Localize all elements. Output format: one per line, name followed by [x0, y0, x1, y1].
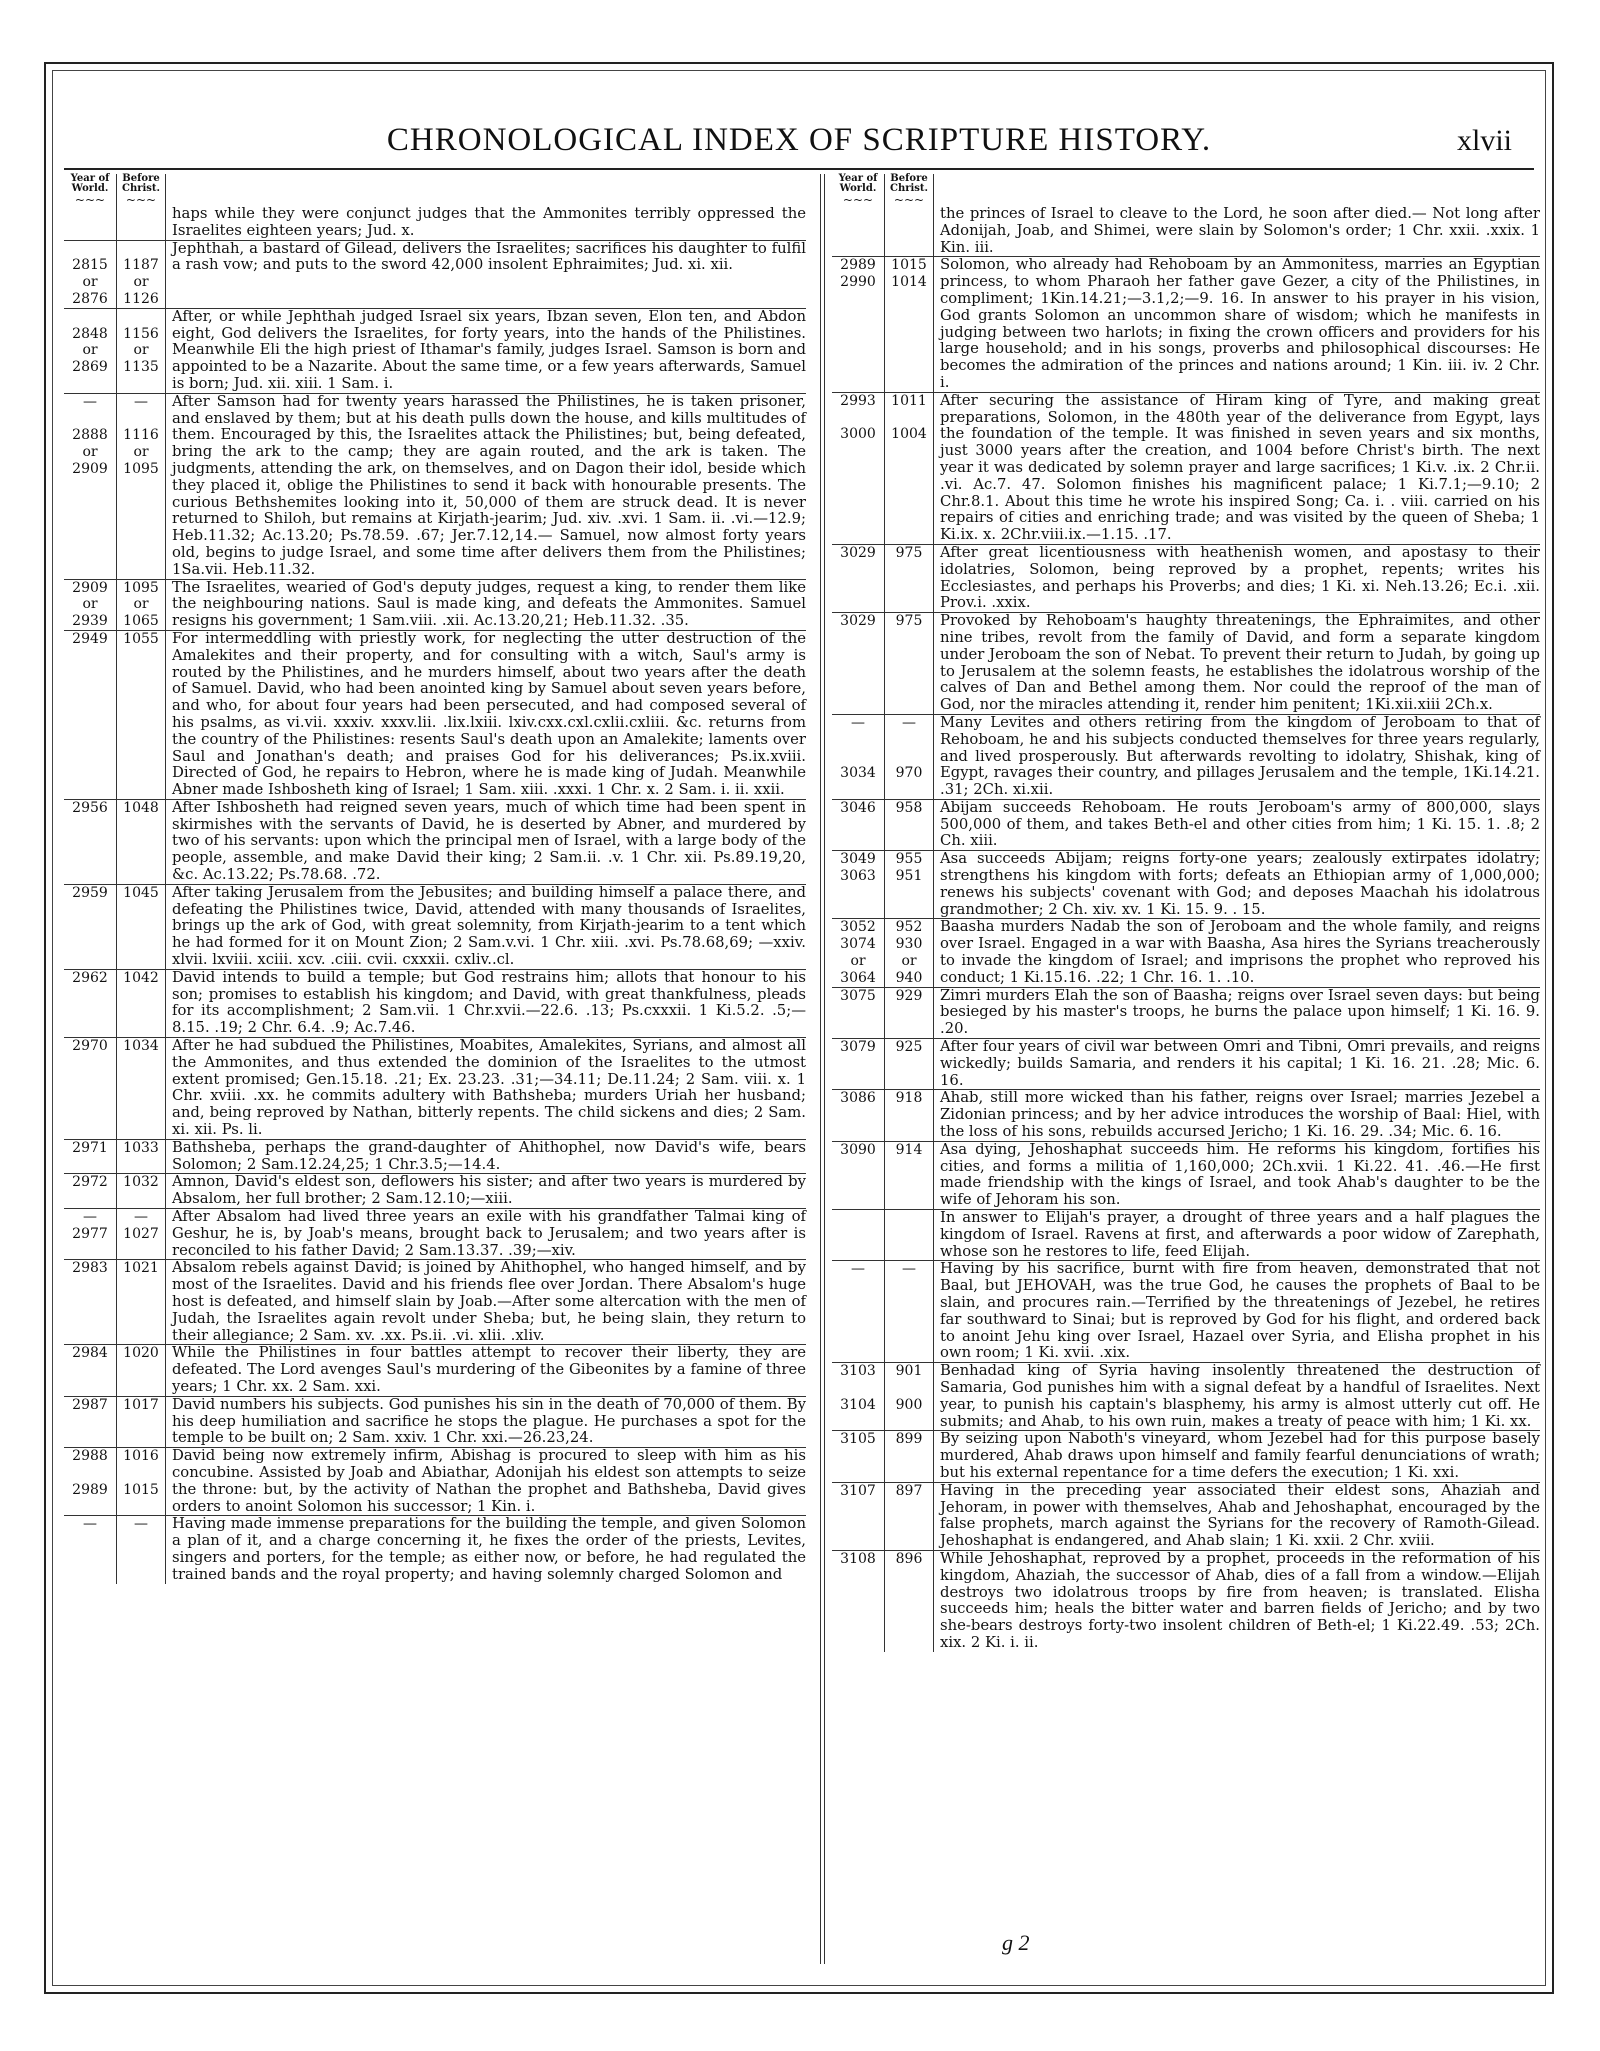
year-bc-value: 1095 [123, 460, 159, 477]
right-head-world: Year of World. ~~~ [832, 174, 885, 206]
year-before-christ [885, 206, 934, 257]
year-bc-value: 929 [895, 987, 923, 1004]
year-before-christ [885, 1482, 934, 1550]
year-world-value: — [851, 714, 865, 731]
right-head-christ: Before Christ. ~~~ [885, 174, 934, 206]
year-of-world [64, 579, 117, 630]
year-before-christ [117, 1516, 166, 1584]
year-of-world [832, 613, 885, 715]
entry-text: Abijam succeeds Rehoboam. He routs Jeroboam's army of 800,000, slays 500,000 of them, and takes Beth-el and other cities from him; 1 Ki. 15. 1. .8; 2 Ch. xiii. [934, 799, 1541, 850]
year-bc-value: 1015 [891, 257, 927, 274]
year-before-christ [117, 240, 166, 308]
year-of-world [64, 1260, 117, 1345]
year-world-value: 2989 [840, 257, 876, 274]
year-bc-value [885, 732, 933, 749]
entry-text: Asa dying, Jehoshaphat succeeds him. He reforms his kingdom, fortifies his cities, and forms a militia of 1,160,000; 2Ch.xvii. 1 Ki.22. 41. .46.—He first made friendship with the kings of Israel, and took Ahab's daughter to be the wife of Jehoram his son. [934, 1141, 1541, 1209]
year-bc-value: — [134, 1516, 148, 1533]
left-entry-row [64, 630, 806, 799]
left-entry-row [64, 1209, 806, 1260]
year-world-value: 3064 [840, 969, 876, 986]
year-world-value: 2909 [72, 579, 108, 596]
left-entry-row [64, 1038, 806, 1140]
year-bc-value [885, 1380, 933, 1397]
entry-text: After securing the assistance of Hiram king of Tyre, and making great preparations, Solomon, in the 480th year of the deliverance from Egypt, lays the foundation of the temple. It was finished in seven years and six months, just 3000 years after the creation, and 1004 before Christ's birth. The next year it was dedicated by solemn prayer and large sacrifices; 1 Ki.v. .ix. 2 Chr.ii. .vi. Ac.7. 47. Solomon finishes his magnificent palace; 1 Ki.7.1;—9.10; 2 Chr.8.1. About this time he wrote his inspired Song; Ca. i. . viii. carried on his repairs of cities and enriching trade; and was visited by the queen of Sheba; 1 Ki.ix. x. 2Chr.viii.ix.—1.15. .17. [934, 392, 1541, 544]
right-entry-row [832, 987, 1540, 1038]
right-entry-row [832, 714, 1540, 799]
year-before-christ [885, 919, 934, 987]
year-of-world [832, 851, 885, 919]
year-world-value: 2815 [72, 257, 108, 274]
entry-text: Asa succeeds Abijam; reigns forty-one years; zealously extirpates idolatry; strengthens his kingdom with forts; defeats an Ethiopian army of 1,000,000; renews his subjects' covenant with God; and deposes Maachah his idolatrous grandmother; 2 Ch. xiv. xv. 1 Ki. 15. 9. . 15. [934, 851, 1541, 919]
year-world-value: 3029 [840, 613, 876, 630]
year-before-christ [117, 1038, 166, 1140]
year-bc-value: 1034 [123, 1038, 159, 1055]
year-before-christ [885, 1090, 934, 1141]
year-bc-value: 1014 [891, 274, 927, 291]
entry-text: After great licentiousness with heathenish women, and apostasy to their idolatries, Solomon, being reproved by a prophet, repents; writes his Ecclesiastes, and perhaps his Proverbs; and dies; 1 Ki. xi. Neh.13.26; Ec.i. .xii. Prov.i. .xxix. [934, 544, 1541, 612]
year-before-christ [117, 630, 166, 799]
year-bc-value: 1027 [123, 1225, 159, 1242]
year-of-world [64, 1396, 117, 1447]
year-before-christ [117, 308, 166, 393]
year-bc-value: — [134, 393, 148, 410]
left-column [64, 174, 806, 1584]
year-world-value: 2909 [72, 460, 108, 477]
year-world-value: 2949 [72, 630, 108, 647]
year-of-world [64, 308, 117, 393]
year-of-world [64, 799, 117, 884]
year-bc-value: 1045 [123, 884, 159, 901]
right-entry-row [832, 799, 1540, 850]
right-entry-row [832, 1550, 1540, 1651]
entry-text: the princes of Israel to cleave to the Lord, he soon after died.— Not long after Adonijah, Joab, and Shimei, were slain by Solomon's order; 1 Chr. xxii. .xxix. 1 Kin. iii. [940, 205, 1540, 256]
year-world-value: 3049 [840, 851, 876, 868]
left-entry-row [64, 393, 806, 579]
year-world-value: 2983 [72, 1260, 108, 1277]
year-world-value: 2956 [72, 799, 108, 816]
page-frame [44, 62, 1554, 1994]
year-of-world [832, 257, 885, 392]
year-bc-value: 1033 [123, 1139, 159, 1156]
year-world-value: 3034 [840, 765, 876, 782]
right-entry-row [832, 392, 1540, 544]
entry-text: David being now extremely infirm, Abishag is procured to sleep with him as his concubine. Assisted by Joab and Abiathar, Adonijah his eldest son attempts to seize the throne: but, by the activity of Nathan the prophet and Bathsheba, David gives orders to anoint Solomon his successor; 1 Kin. i. [166, 1448, 807, 1516]
year-before-christ [117, 1260, 166, 1345]
year-bc-value: 1017 [123, 1396, 159, 1413]
year-of-world [832, 714, 885, 799]
year-before-christ [885, 1261, 934, 1363]
year-of-world [64, 1516, 117, 1584]
year-bc-value: 897 [895, 1482, 923, 1499]
year-world-value: 2988 [72, 1448, 108, 1465]
year-bc-value: 975 [895, 544, 923, 561]
year-bc-value: 1116 [123, 427, 159, 444]
year-of-world [832, 1210, 885, 1261]
entry-text: Jephthah, a bastard of Gilead, delivers the Israelites; sacrifices his daughter to fulfil a rash vow; and puts to the sword 42,000 insolent Ephraimites; Jud. xi. xii. [166, 240, 807, 308]
year-before-christ [117, 206, 166, 240]
year-world-value: 3052 [840, 919, 876, 936]
entry-text: Having made immense preparations for the building the temple, and given Solomon a plan of it, and a charge concerning it, he fixes the order of the priests, Levites, singers and porters, for the temple; as either now, or before, he had regulated the trained bands and the royal property; and having solemnly charged Solomon and [166, 1516, 807, 1584]
year-bc-value: 1032 [123, 1174, 159, 1191]
year-before-christ [117, 799, 166, 884]
year-world-value: 3108 [840, 1550, 876, 1567]
year-of-world [64, 240, 117, 308]
entry-text: Provoked by Rehoboam's haughty threatenings, the Ephraimites, and other nine tribes, revolt from the family of David, and form a separate kingdom under Jeroboam the son of Nebat. To prevent their return to Judah, by going up to Jerusalem at the solemn feasts, he establishes the idolatrous worship of the calves of Dan and Bethel among them. Nor could the reproof of the man of God, nor the miracles attending it, render him penitent; 1Ki.xii.xiii 2Ch.x. [934, 613, 1541, 715]
year-world-value: or [82, 444, 98, 461]
year-world-value: 3029 [840, 544, 876, 561]
signature-mark: g 2 [1002, 1930, 1030, 1955]
entry-text: Bathsheba, perhaps the grand-daughter of Ahithophel, now David's wife, bears Solomon; 2 Sam.12.24,25; 1 Chr.3.5;—14.4. [166, 1139, 807, 1174]
year-before-christ [117, 1345, 166, 1396]
year-bc-value: 1065 [123, 613, 159, 630]
year-bc-value: 1004 [891, 426, 927, 443]
year-world-value: 3105 [840, 1431, 876, 1448]
entry-text: In answer to Elijah's prayer, a drought of three years and a half plagues the kingdom of Israel. Ravens at first, and afterwards a poor widow of Zarephath, whose son he restores to life, feed Elijah. [934, 1210, 1541, 1261]
year-of-world [64, 393, 117, 579]
left-head-spacer [166, 174, 807, 206]
year-of-world [64, 1448, 117, 1516]
year-bc-value: 970 [895, 765, 923, 782]
entry-text: After he had subdued the Philistines, Moabites, Amalekites, Syrians, and almost all the Ammonites, and thus extended the dominion of the Israelites to the utmost extent promised; Gen.15.18. .21; Ex. 23.23. .31;—34.11; De.11.24; 2 Sam. viii. x. 1 Chr. xviii. .xx. he commits adultery with Bathsheba; murders Uriah her husband; and, being reproved by Nathan, bitterly repents. The child sickens and dies; 2 Sam. xi. xii. Ps. li. [166, 1038, 807, 1140]
left-entry-row [64, 1174, 806, 1209]
right-entry-row [832, 257, 1540, 392]
year-before-christ [117, 1174, 166, 1209]
year-world-value [832, 410, 884, 427]
year-of-world [64, 969, 117, 1037]
year-world-value: or [82, 596, 98, 613]
year-world-value: 2888 [72, 427, 108, 444]
entry-text: Baasha murders Nadab the son of Jeroboam and the whole family, and reigns over Israel. Engaged in a war with Baasha, Asa hires the Syrians treacherously to invade the kingdom of Israel; and imprisons the prophet who reproved his conduct; 1 Ki.15.16. .22; 1 Chr. 16. 1. .10. [934, 919, 1541, 987]
year-bc-value: 1015 [123, 1481, 159, 1498]
year-world-value: 2959 [72, 884, 108, 901]
header-rule [64, 168, 1534, 170]
year-world-value: 2989 [72, 1481, 108, 1498]
entry-text: By seizing upon Naboth's vineyard, whom Jezebel had for this purpose basely murdered, Ahab draws upon himself and family fearful denunciations of wrath; but his external repentance for a time defers the execution; 1 Ki. xxi. [934, 1431, 1541, 1482]
year-world-value [64, 411, 116, 428]
year-before-christ [117, 393, 166, 579]
left-entry-row [64, 1260, 806, 1345]
entry-text: While the Philistines in four battles attempt to recover their liberty, they are defeated. The Lord avenges Saul's murdering of the Gibeonites by a famine of three years; 1 Chr. xx. 2 Sam. xxi. [166, 1345, 807, 1396]
entry-text: After Samson had for twenty years harassed the Philistines, he is taken prisoner, and enslaved by them; but at his death pulls down the house, and kills multitudes of them. Encouraged by this, the Israelites attack the Philistines; but, being defeated, bring the ark to the camp; they are again routed, and the ark is taken. The judgments, attending the ark, on themselves, and on Dagon their idol, beside which they placed it, oblige the Philistines to send it back with honourable presents. The curious Bethshemites looking into it, 50,000 of them are struck dead. It is never returned to Shiloh, but remains at Kirjath-jearim; Jud. xiv. .xvi. 1 Sam. ii. .vi.—12.9; Heb.11.32; Ac.13.20; Ps.78.59. .67; Jer.7.12,14.— Samuel, now almost forty years old, begins to judge Israel, and some time after delivers them from the Philistines; 1Sa.vii. Heb.11.32. [166, 393, 807, 579]
left-head-world: Year of World. ~~~ [64, 174, 117, 206]
entry-text: David numbers his subjects. God punishes his sin in the death of 70,000 of them. By his deep humiliation and sacrifice he stops the plague. He purchases a spot for the temple to be built on; 2 Sam. xxiv. 1 Chr. xxi.—26.23,24. [166, 1396, 807, 1447]
year-before-christ [885, 392, 934, 544]
year-world-value [64, 206, 116, 223]
page-title: CHRONOLOGICAL INDEX OF SCRIPTURE HISTORY. [386, 122, 1212, 158]
year-world-value: 2990 [840, 274, 876, 291]
year-world-value: 3074 [840, 936, 876, 953]
year-bc-value: 925 [895, 1039, 923, 1056]
entry-text: haps while they were conjunct judges that the Ammonites terribly oppressed the Israelites eighteen years; Jud. x. [172, 205, 806, 239]
year-bc-value: 918 [895, 1090, 923, 1107]
year-of-world [832, 392, 885, 544]
entry-text: The Israelites, wearied of God's deputy judges, request a king, to render them like the neighbouring nations. Saul is made king, and defeats the Ammonites. Samuel resigns his government; 1 Sam.viii. .xii. Ac.13.20,21; Heb.11.32. .35. [166, 579, 807, 630]
year-of-world [64, 630, 117, 799]
year-world-value: — [83, 1516, 97, 1533]
year-bc-value: 899 [895, 1431, 923, 1448]
year-bc-value [885, 206, 933, 223]
year-world-value: 2962 [72, 969, 108, 986]
year-world-value: 3000 [840, 426, 876, 443]
year-of-world [64, 1139, 117, 1174]
year-bc-value [885, 1210, 933, 1227]
year-bc-value: 1135 [123, 359, 159, 376]
year-before-christ [117, 884, 166, 969]
year-before-christ [117, 1139, 166, 1174]
left-entry-row [64, 579, 806, 630]
year-of-world [832, 206, 885, 257]
year-world-value: 2970 [72, 1038, 108, 1055]
year-world-value [64, 309, 116, 326]
left-entry-row [64, 240, 806, 308]
year-of-world [64, 1345, 117, 1396]
year-before-christ [885, 1363, 934, 1431]
year-bc-value: 955 [895, 851, 923, 868]
entry-text: After Ishbosheth had reigned seven years, much of which time had been spent in skirmishes with the servants of David, he is deserted by Abner, and murdered by two of his servants: upon which the principal men of Israel, with a large body of the people, assemble, and make David their king; 2 Sam.ii. .v. 1 Chr. xii. Ps.89.19,20, &c. Ac.13.22; Ps.78.68. .72. [166, 799, 807, 884]
year-bc-value: — [902, 1261, 916, 1278]
year-before-christ [885, 1141, 934, 1209]
left-entry-row [64, 308, 806, 393]
year-of-world [64, 1038, 117, 1140]
year-bc-value: 896 [895, 1550, 923, 1567]
year-bc-value: 901 [895, 1363, 923, 1380]
year-world-value: 2869 [72, 359, 108, 376]
year-bc-value: 930 [895, 936, 923, 953]
right-entry-row [832, 851, 1540, 919]
year-of-world [832, 987, 885, 1038]
year-before-christ [885, 544, 934, 612]
year-world-value: 3090 [840, 1141, 876, 1158]
year-before-christ [117, 1448, 166, 1516]
year-of-world [832, 1261, 885, 1363]
left-entry-row [64, 206, 806, 240]
year-world-value: — [83, 393, 97, 410]
page-header [46, 122, 1552, 168]
year-world-value: 3104 [840, 1396, 876, 1413]
year-bc-value: 1187 [123, 257, 159, 274]
year-bc-value: or [901, 953, 917, 970]
right-head-spacer [934, 174, 1541, 206]
year-before-christ [117, 1396, 166, 1447]
right-entry-row [832, 1090, 1540, 1141]
year-bc-value: 940 [895, 969, 923, 986]
year-world-value: 2848 [72, 325, 108, 342]
year-world-value: 2971 [72, 1139, 108, 1156]
year-world-value [832, 749, 884, 766]
year-world-value [64, 241, 116, 258]
year-bc-value: or [133, 596, 149, 613]
right-entry-row [832, 1141, 1540, 1209]
year-before-christ [885, 257, 934, 392]
year-world-value: 3086 [840, 1090, 876, 1107]
year-of-world [832, 1550, 885, 1651]
year-before-christ [885, 1431, 934, 1482]
year-bc-value [117, 309, 165, 326]
entry-text: Absalom rebels against David; is joined by Ahithophel, who hanged himself, and by most of the Israelites. David and his friends flee over Jordan. There Absalom's huge host is defeated, and himself slain by Joab.—After some altercation with the men of Judah, the Israelites again revolt under Sheba; but, he being slain, they return to their allegiance; 2 Sam. xv. .xx. Ps.ii. .vi. xlii. .xliv. [166, 1260, 807, 1345]
year-world-value: 3107 [840, 1482, 876, 1499]
entry-text: While Jehoshaphat, reproved by a prophet, proceeds in the reformation of his kingdom, Ahaziah, the successor of Ahab, dies of a fall from a window.—Elijah destroys two idolatrous troops by fire from heaven; is translated. Elisha succeeds him; heals the bitter water and barren fields of Jericho; and by two she-bears destroys forty-two insolent children of Beth-el; 1 Ki.22.49. .53; 2Ch. xix. 2 Ki. i. ii. [934, 1550, 1541, 1651]
right-entry-row [832, 613, 1540, 715]
year-of-world [832, 799, 885, 850]
entry-text: Having by his sacrifice, burnt with fire from heaven, demonstrated that not Baal, but JEHOVAH, was the true God, he causes the prophets of Baal to be slain, and procures rain.—Terrified by the threatenings of Jezebel, he retires far southward to Sinai; but is reproved by God for his flight, and ordered back to anoint Jehu king over Israel, Hazael over Syria, and Elisha prophet in his own room; 1 Ki. xvii. .xix. [934, 1261, 1541, 1363]
year-bc-value: or [133, 274, 149, 291]
entry-text: Solomon, who already had Rehoboam by an Ammonitess, marries an Egyptian princess, to whom Pharaoh her father gave Gezer, a city of the Philistines, in compliment; 1Kin.14.21;—3.1,2;—9. 16. In answer to his prayer in his vision, God grants Solomon an uncommon share of wisdom; which he manifests in judging between two harlots; in fixing the crown officers and providers for his large household; and in his songs, proverbs and philosophical discourses: He becomes the admiration of the princes and nations around; 1 Kin. iii. iv. 2 Chr. i. [934, 257, 1541, 392]
year-bc-value: 952 [895, 919, 923, 936]
entry-text: David intends to build a temple; but God restrains him; allots that honour to his son; promises to establish his kingdom; and David, with great thankfulness, pleads for its accomplishment; 2 Sam.vii. 1 Chr.xvii.—22.6. .13; Ps.cxxxii. 1 Ki.5.2. .5;—8.15. .19; 2 Chr. 6.4. .9; Ac.7.46. [166, 969, 807, 1037]
year-of-world [832, 1090, 885, 1141]
year-of-world [832, 544, 885, 612]
entry-text: After, or while Jephthah judged Israel six years, Ibzan seven, Elon ten, and Abdon eight, God delivers the Israelites, for forty years, into the hands of the Philistines. Meanwhile Eli the high priest of Ithamar's family, judges Israel. Samson is born and appointed to be a Nazarite. About the same time, or a few years afterwards, Samuel is born; Jud. xii. xiii. 1 Sam. i. [166, 308, 807, 393]
left-entry-row [64, 1516, 806, 1584]
year-world-value: 3103 [840, 1363, 876, 1380]
year-world-value: 2876 [72, 290, 108, 307]
right-entry-row [832, 919, 1540, 987]
year-of-world [832, 1141, 885, 1209]
year-before-christ [885, 714, 934, 799]
left-entries [64, 206, 806, 1584]
right-entry-row [832, 1431, 1540, 1482]
year-world-value: 2993 [840, 392, 876, 409]
year-of-world [64, 1209, 117, 1260]
year-world-value: 2977 [72, 1225, 108, 1242]
year-world-value: — [851, 1261, 865, 1278]
year-bc-value: 1021 [123, 1260, 159, 1277]
entry-text: Amnon, David's eldest son, deflowers his sister; and after two years is murdered by Absalom, her full brother; 2 Sam.12.10;—xiii. [166, 1174, 807, 1209]
year-before-christ [117, 969, 166, 1037]
entry-text: After four years of civil war between Omri and Tibni, Omri prevails, and reigns wickedly; builds Samaria, and renders it his capital; 1 Ki. 16. 21. .28; Mic. 6. 16. [934, 1039, 1541, 1090]
right-entry-row [832, 206, 1540, 257]
year-before-christ [885, 1210, 934, 1261]
year-bc-value [885, 749, 933, 766]
right-index-table [832, 174, 1540, 1652]
year-world-value [832, 206, 884, 223]
entry-text: After taking Jerusalem from the Jebusites; and building himself a palace there, and defeating the Philistines twice, David, attended with many thousands of Israelites, brings up the ark of God, with great solemnity, from Kirjath-jearim to a tent which he had formed for it on Mount Zion; 2 Sam.v.vi. 1 Chr. xiii. .xvi. Ps.78.68,69; —xxiv. xlvii. lxviii. xciii. xcv. .ciii. cvii. cxxxii. cxliv..cl. [166, 884, 807, 969]
left-entry-row [64, 1448, 806, 1516]
year-bc-value: 1126 [123, 290, 159, 307]
year-of-world [832, 1363, 885, 1431]
year-world-value [832, 1380, 884, 1397]
year-bc-value: 1020 [123, 1345, 159, 1362]
year-bc-value: 1048 [123, 799, 159, 816]
year-bc-value: 1016 [123, 1448, 159, 1465]
year-before-christ [117, 1209, 166, 1260]
year-world-value: or [82, 342, 98, 359]
year-bc-value [117, 411, 165, 428]
year-of-world [832, 1039, 885, 1090]
year-bc-value [117, 241, 165, 258]
year-bc-value: or [133, 342, 149, 359]
year-bc-value: 900 [895, 1396, 923, 1413]
left-entry-row [64, 1396, 806, 1447]
year-bc-value [117, 1465, 165, 1482]
right-entry-row [832, 1210, 1540, 1261]
year-world-value [832, 732, 884, 749]
year-bc-value: 958 [895, 799, 923, 816]
entry-text: Having in the preceding year associated their eldest sons, Ahaziah and Jehoram, in power with themselves, Ahab and Jehoshaphat, encouraged by the false prophets, march against the Syrians for the recovery of Ramoth-Gilead. Jehoshaphat is endangered, and Ahab slain; 1 Ki. xxii. 2 Chr. xviii. [934, 1482, 1541, 1550]
year-of-world [64, 1174, 117, 1209]
right-entry-row [832, 1363, 1540, 1431]
year-of-world [64, 884, 117, 969]
year-before-christ [117, 579, 166, 630]
left-entry-row [64, 1345, 806, 1396]
left-entry-row [64, 799, 806, 884]
year-bc-value: 1042 [123, 969, 159, 986]
year-world-value: 2984 [72, 1345, 108, 1362]
year-bc-value: 1095 [123, 579, 159, 596]
year-world-value: 2987 [72, 1396, 108, 1413]
year-bc-value: 914 [895, 1141, 923, 1158]
year-of-world [64, 206, 117, 240]
entry-text: Zimri murders Elah the son of Baasha; reigns over Israel seven days: but being besieged by his master's troops, he burns the palace upon himself; 1 Ki. 16. 9. .20. [934, 987, 1541, 1038]
year-before-christ [885, 851, 934, 919]
right-column [832, 174, 1540, 1652]
year-world-value: or [82, 274, 98, 291]
year-world-value: or [850, 953, 866, 970]
year-bc-value: — [902, 714, 916, 731]
column-divider [820, 174, 825, 1964]
year-world-value: 2939 [72, 613, 108, 630]
page-number: xlvii [1456, 124, 1512, 157]
year-bc-value [117, 206, 165, 223]
year-world-value: — [83, 1209, 97, 1226]
year-before-christ [885, 1550, 934, 1651]
right-entry-row [832, 1261, 1540, 1363]
left-entry-row [64, 884, 806, 969]
entry-text: Benhadad king of Syria having insolently threatened the destruction of Samaria, God punishes him with a signal defeat by a handful of Israelites. Next year, to punish his captain's blasphemy, his army is almost utterly cut off. He submits; and Ahab, to his own ruin, makes a treaty of peace with him; 1 Ki. xx. [934, 1363, 1541, 1431]
year-world-value [832, 1210, 884, 1227]
right-entries [832, 206, 1540, 1652]
right-entry-row [832, 1482, 1540, 1550]
left-head-christ: Before Christ. ~~~ [117, 174, 166, 206]
left-entry-row [64, 1139, 806, 1174]
year-before-christ [885, 613, 934, 715]
year-world-value: 3079 [840, 1039, 876, 1056]
year-bc-value: 1055 [123, 630, 159, 647]
right-entry-row [832, 1039, 1540, 1090]
entry-text: After Absalom had lived three years an exile with his grandfather Talmai king of Geshur, he is, by Joab's means, brought back to Jerusalem; and two years after is reconciled to his father David; 2 Sam.13.37. .39;—xiv. [166, 1209, 807, 1260]
year-world-value: 3063 [840, 868, 876, 885]
year-world-value: 2972 [72, 1174, 108, 1191]
left-entry-row [64, 969, 806, 1037]
year-world-value: 3075 [840, 987, 876, 1004]
year-of-world [832, 919, 885, 987]
year-bc-value: 951 [895, 868, 923, 885]
year-bc-value: 1011 [891, 392, 927, 409]
year-bc-value: or [133, 444, 149, 461]
year-before-christ [885, 1039, 934, 1090]
entry-text: For intermeddling with priestly work, for neglecting the utter destruction of the Amalekites and their property, and for consulting with a witch, Saul's army is routed by the Philistines, and he murders himself, about two years after the death of Samuel. David, who had been anointed king by Samuel about seven years before, and who, for about four years had been persecuted, and had composed several of his psalms, as vi.vii. xxxiv. xxxv.lii. .lix.lxiii. lxiv.cxx.cxl.cxlii.cxliii. &c. returns from the country of the Philistines: resents Saul's death upon an Amalekite; laments over Saul and Jonathan's death; and praises God for his deliverances; Ps.ix.xviii. Directed of God, he repairs to Hebron, where he is made king of Judah. Meanwhile Abner made Ishbosheth king of Israel; 1 Sam. xiii. .xxxi. 1 Chr. x. 2 Sam. i. ii. xxii. [166, 630, 807, 799]
year-bc-value: 1156 [123, 325, 159, 342]
year-bc-value: 975 [895, 613, 923, 630]
entry-text: Ahab, still more wicked than his father, reigns over Israel; marries Jezebel a Zidonian princess; and by her advice introduces the worship of Baal: Hiel, with the loss of his sons, rebuilds accursed Jericho; 1 Ki. 16. 29. .34; Mic. 6. 16. [934, 1090, 1541, 1141]
year-world-value: 3046 [840, 799, 876, 816]
year-of-world [832, 1482, 885, 1550]
year-of-world [832, 1431, 885, 1482]
year-before-christ [885, 799, 934, 850]
year-bc-value [885, 410, 933, 427]
left-index-table [64, 174, 806, 1584]
right-entry-row [832, 544, 1540, 612]
year-world-value [64, 1465, 116, 1482]
year-bc-value: — [134, 1209, 148, 1226]
year-before-christ [885, 987, 934, 1038]
entry-text: Many Levites and others retiring from the kingdom of Jeroboam to that of Rehoboam, he and his subjects conducted themselves for three years regularly, and lived prosperously. But afterwards revolting to idolatry, Shishak, king of Egypt, ravages their country, and pillages Jerusalem and the temple, 1Ki.14.21. .31; 2Ch. xi.xii. [934, 714, 1541, 799]
